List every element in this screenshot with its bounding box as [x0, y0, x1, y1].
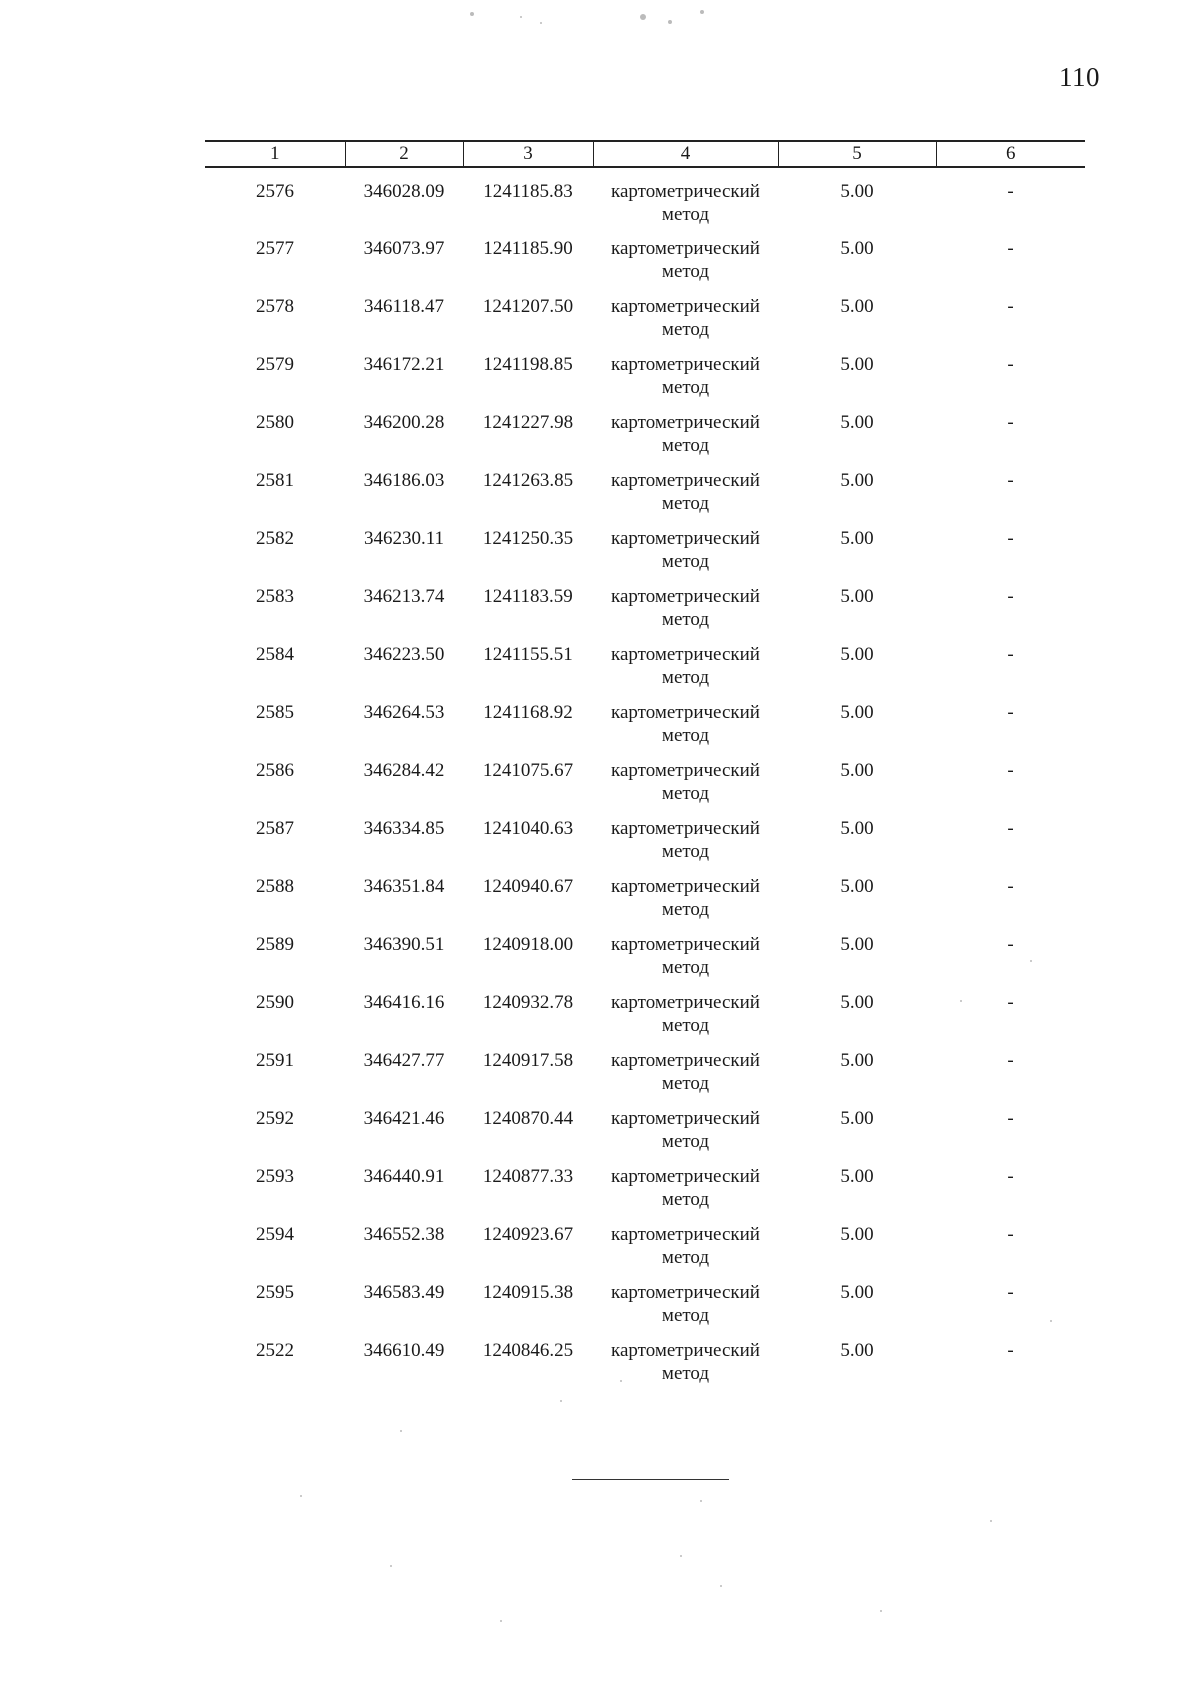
method-cell	[593, 1339, 778, 1397]
x-coordinate-cell: 346421.46	[363, 1108, 445, 1129]
scan-speck	[620, 1380, 622, 1382]
method-line-1: картометрический	[611, 992, 760, 1013]
point-number-cell: 2592	[256, 1108, 294, 1129]
scan-speck	[520, 16, 522, 18]
column-header-1: 1	[205, 141, 345, 167]
point-number-cell: 2587	[256, 818, 294, 839]
method-line-1: картометрический	[611, 528, 760, 549]
point-number-cell: 2589	[256, 934, 294, 955]
y-coordinate-cell: 1241040.63	[482, 818, 574, 839]
table-row	[205, 237, 1085, 295]
table-row	[205, 1107, 1085, 1165]
column-header-5: 5	[778, 141, 936, 167]
point-number-cell: 2586	[256, 760, 294, 781]
method-line-2: метод	[661, 1015, 710, 1036]
scan-speck	[390, 1565, 392, 1567]
y-coordinate-cell: 1240877.33	[482, 1166, 574, 1187]
accuracy-cell: 5.00	[840, 181, 874, 202]
table-row	[205, 1339, 1085, 1397]
point-number-cell: 2585	[256, 702, 294, 723]
table-row	[205, 1281, 1085, 1339]
note-cell: -	[1007, 934, 1014, 955]
table-row	[205, 933, 1085, 991]
x-coordinate-cell: 346028.09	[363, 181, 445, 202]
note-cell: -	[1007, 1340, 1014, 1361]
y-coordinate-cell: 1241227.98	[482, 412, 574, 433]
column-header-3: 3	[463, 141, 593, 167]
y-coordinate-cell: 1241075.67	[482, 760, 574, 781]
point-number-cell: 2578	[256, 296, 294, 317]
y-coordinate-cell: 1241207.50	[482, 296, 574, 317]
y-coordinate-cell: 1240940.67	[482, 876, 574, 897]
method-line-2: метод	[661, 667, 710, 688]
table-row	[205, 991, 1085, 1049]
accuracy-cell: 5.00	[840, 1108, 874, 1129]
note-cell: -	[1007, 238, 1014, 259]
method-line-1: картометрический	[611, 1050, 760, 1071]
x-coordinate-cell: 346416.16	[363, 992, 445, 1013]
method-line-1: картометрический	[611, 1108, 760, 1129]
scan-speck	[1030, 960, 1032, 962]
note-cell: -	[1007, 354, 1014, 375]
table-row	[205, 527, 1085, 585]
point-number-cell: 2582	[256, 528, 294, 549]
scan-speck	[960, 1000, 962, 1002]
method-line-2: метод	[661, 783, 710, 804]
method-cell	[593, 1165, 778, 1223]
x-coordinate-cell: 346610.49	[363, 1340, 445, 1361]
x-coordinate-cell: 346427.77	[363, 1050, 445, 1071]
scan-speck	[400, 1430, 402, 1432]
scan-speck	[500, 1620, 502, 1622]
method-line-1: картометрический	[611, 876, 760, 897]
table-row	[205, 875, 1085, 933]
scan-speck	[300, 1495, 302, 1497]
note-cell: -	[1007, 818, 1014, 839]
method-line-2: метод	[661, 841, 710, 862]
point-number-cell: 2593	[256, 1166, 294, 1187]
method-cell	[593, 411, 778, 469]
method-line-1: картометрический	[611, 1282, 760, 1303]
method-line-2: метод	[661, 1131, 710, 1152]
point-number-cell: 2584	[256, 644, 294, 665]
y-coordinate-cell: 1240923.67	[482, 1224, 574, 1245]
note-cell: -	[1007, 1050, 1014, 1071]
page-number: 110	[1059, 62, 1100, 92]
accuracy-cell: 5.00	[840, 412, 874, 433]
x-coordinate-cell: 346172.21	[363, 354, 445, 375]
accuracy-cell: 5.00	[840, 818, 874, 839]
method-cell	[593, 875, 778, 933]
x-coordinate-cell: 346264.53	[363, 702, 445, 723]
scan-speck	[880, 1610, 882, 1612]
accuracy-cell: 5.00	[840, 1224, 874, 1245]
y-coordinate-cell: 1241263.85	[482, 470, 574, 491]
note-cell: -	[1007, 296, 1014, 317]
point-number-cell: 2579	[256, 354, 294, 375]
table-row	[205, 295, 1085, 353]
method-cell	[593, 701, 778, 759]
y-coordinate-cell: 1241185.83	[483, 181, 573, 202]
method-line-1: картометрический	[611, 1166, 760, 1187]
point-number-cell: 2595	[256, 1282, 294, 1303]
method-line-1: картометрический	[611, 818, 760, 839]
note-cell: -	[1007, 1282, 1014, 1303]
x-coordinate-cell: 346334.85	[363, 818, 445, 839]
point-number-cell: 2583	[256, 586, 294, 607]
method-line-1: картометрический	[611, 1340, 760, 1361]
point-number-cell: 2577	[256, 238, 294, 259]
method-cell	[593, 759, 778, 817]
method-line-1: картометрический	[611, 412, 760, 433]
method-cell	[593, 353, 778, 411]
point-number-cell: 2590	[256, 992, 294, 1013]
method-line-2: метод	[661, 957, 710, 978]
note-cell: -	[1007, 470, 1014, 491]
table-row	[205, 469, 1085, 527]
method-line-2: метод	[661, 1247, 710, 1268]
table-header-row	[205, 141, 1085, 167]
method-line-2: метод	[661, 725, 710, 746]
table-row	[205, 585, 1085, 643]
note-cell: -	[1007, 1166, 1014, 1187]
method-line-2: метод	[661, 204, 710, 225]
method-line-2: метод	[661, 493, 710, 514]
note-cell: -	[1007, 760, 1014, 781]
note-cell: -	[1007, 181, 1014, 202]
method-cell	[593, 1107, 778, 1165]
x-coordinate-cell: 346118.47	[363, 296, 445, 317]
x-coordinate-cell: 346583.49	[363, 1282, 445, 1303]
note-cell: -	[1007, 1224, 1014, 1245]
note-cell: -	[1007, 1108, 1014, 1129]
column-header-2: 2	[345, 141, 463, 167]
scan-speck	[668, 20, 672, 24]
y-coordinate-cell: 1241183.59	[483, 586, 573, 607]
column-header-4: 4	[593, 141, 778, 167]
method-line-2: метод	[661, 551, 710, 572]
note-cell: -	[1007, 702, 1014, 723]
method-cell	[593, 237, 778, 295]
method-line-2: метод	[661, 377, 710, 398]
method-line-1: картометрический	[611, 296, 760, 317]
y-coordinate-cell: 1241185.90	[483, 238, 573, 259]
scan-speck	[470, 12, 474, 16]
method-cell	[593, 817, 778, 875]
method-line-2: метод	[661, 609, 710, 630]
y-coordinate-cell: 1240917.58	[482, 1050, 574, 1071]
y-coordinate-cell: 1240915.38	[482, 1282, 574, 1303]
x-coordinate-cell: 346230.11	[363, 528, 445, 549]
scan-speck	[990, 1520, 992, 1522]
y-coordinate-cell: 1241168.92	[483, 702, 573, 723]
x-coordinate-cell: 346213.74	[363, 586, 445, 607]
method-line-2: метод	[661, 1305, 710, 1326]
method-cell	[593, 933, 778, 991]
table-row	[205, 817, 1085, 875]
scan-speck	[720, 1585, 722, 1587]
point-number-cell: 2522	[256, 1340, 294, 1361]
method-cell	[593, 295, 778, 353]
point-number-cell: 2594	[256, 1224, 294, 1245]
x-coordinate-cell: 346390.51	[363, 934, 445, 955]
y-coordinate-cell: 1241198.85	[483, 354, 573, 375]
accuracy-cell: 5.00	[840, 1166, 874, 1187]
method-line-2: метод	[661, 435, 710, 456]
table-row	[205, 1165, 1085, 1223]
coordinates-table-container	[205, 140, 1085, 1397]
scan-speck	[700, 10, 704, 14]
method-cell	[593, 167, 778, 237]
accuracy-cell: 5.00	[840, 354, 874, 375]
accuracy-cell: 5.00	[840, 702, 874, 723]
scan-speck	[1050, 1320, 1052, 1322]
y-coordinate-cell: 1240870.44	[482, 1108, 574, 1129]
point-number-cell: 2576	[256, 181, 294, 202]
method-line-1: картометрический	[611, 1224, 760, 1245]
accuracy-cell: 5.00	[840, 528, 874, 549]
method-cell	[593, 1223, 778, 1281]
method-line-1: картометрический	[611, 934, 760, 955]
table-row	[205, 1223, 1085, 1281]
note-cell: -	[1007, 586, 1014, 607]
method-line-2: метод	[661, 319, 710, 340]
x-coordinate-cell: 346351.84	[363, 876, 445, 897]
x-coordinate-cell: 346440.91	[363, 1166, 445, 1187]
method-line-2: метод	[661, 261, 710, 282]
accuracy-cell: 5.00	[840, 1340, 874, 1361]
accuracy-cell: 5.00	[840, 586, 874, 607]
point-number-cell: 2591	[256, 1050, 294, 1071]
scan-speck	[680, 1555, 682, 1557]
method-line-2: метод	[661, 1363, 710, 1384]
table-row	[205, 759, 1085, 817]
accuracy-cell: 5.00	[840, 876, 874, 897]
point-number-cell: 2580	[256, 412, 294, 433]
scan-speck	[700, 1500, 702, 1502]
table-row	[205, 1049, 1085, 1107]
x-coordinate-cell: 346186.03	[363, 470, 445, 491]
note-cell: -	[1007, 876, 1014, 897]
method-cell	[593, 643, 778, 701]
table-row	[205, 643, 1085, 701]
method-line-1: картометрический	[611, 702, 760, 723]
point-number-cell: 2581	[256, 470, 294, 491]
table-row	[205, 701, 1085, 759]
accuracy-cell: 5.00	[840, 760, 874, 781]
x-coordinate-cell: 346200.28	[363, 412, 445, 433]
y-coordinate-cell: 1240918.00	[482, 934, 574, 955]
y-coordinate-cell: 1241155.51	[483, 644, 573, 665]
note-cell: -	[1007, 992, 1014, 1013]
method-cell	[593, 469, 778, 527]
method-line-1: картометрический	[611, 586, 760, 607]
method-cell	[593, 1049, 778, 1107]
accuracy-cell: 5.00	[840, 992, 874, 1013]
end-of-table-rule	[572, 1479, 729, 1480]
x-coordinate-cell: 346223.50	[363, 644, 445, 665]
note-cell: -	[1007, 412, 1014, 433]
method-line-2: метод	[661, 1073, 710, 1094]
accuracy-cell: 5.00	[840, 296, 874, 317]
coordinates-table	[205, 140, 1085, 1397]
method-line-1: картометрический	[611, 181, 760, 202]
method-line-2: метод	[661, 899, 710, 920]
note-cell: -	[1007, 528, 1014, 549]
method-line-1: картометрический	[611, 354, 760, 375]
method-line-1: картометрический	[611, 470, 760, 491]
x-coordinate-cell: 346552.38	[363, 1224, 445, 1245]
point-number-cell: 2588	[256, 876, 294, 897]
accuracy-cell: 5.00	[840, 1050, 874, 1071]
method-cell	[593, 585, 778, 643]
accuracy-cell: 5.00	[840, 644, 874, 665]
method-cell	[593, 991, 778, 1049]
table-header	[205, 141, 1085, 167]
method-line-1: картометрический	[611, 238, 760, 259]
method-line-1: картометрический	[611, 644, 760, 665]
table-row	[205, 167, 1085, 237]
method-line-1: картометрический	[611, 760, 760, 781]
table-body	[205, 167, 1085, 1397]
x-coordinate-cell: 346284.42	[363, 760, 445, 781]
scan-speck	[640, 14, 646, 20]
accuracy-cell: 5.00	[840, 470, 874, 491]
x-coordinate-cell: 346073.97	[363, 238, 445, 259]
table-row	[205, 411, 1085, 469]
method-cell	[593, 527, 778, 585]
scan-speck	[560, 1400, 562, 1402]
y-coordinate-cell: 1240932.78	[482, 992, 574, 1013]
accuracy-cell: 5.00	[840, 238, 874, 259]
column-header-6: 6	[936, 141, 1085, 167]
y-coordinate-cell: 1241250.35	[482, 528, 574, 549]
method-line-2: метод	[661, 1189, 710, 1210]
note-cell: -	[1007, 644, 1014, 665]
method-cell	[593, 1281, 778, 1339]
accuracy-cell: 5.00	[840, 1282, 874, 1303]
accuracy-cell: 5.00	[840, 934, 874, 955]
table-row	[205, 353, 1085, 411]
y-coordinate-cell: 1240846.25	[482, 1340, 574, 1361]
scan-speck	[540, 22, 542, 24]
